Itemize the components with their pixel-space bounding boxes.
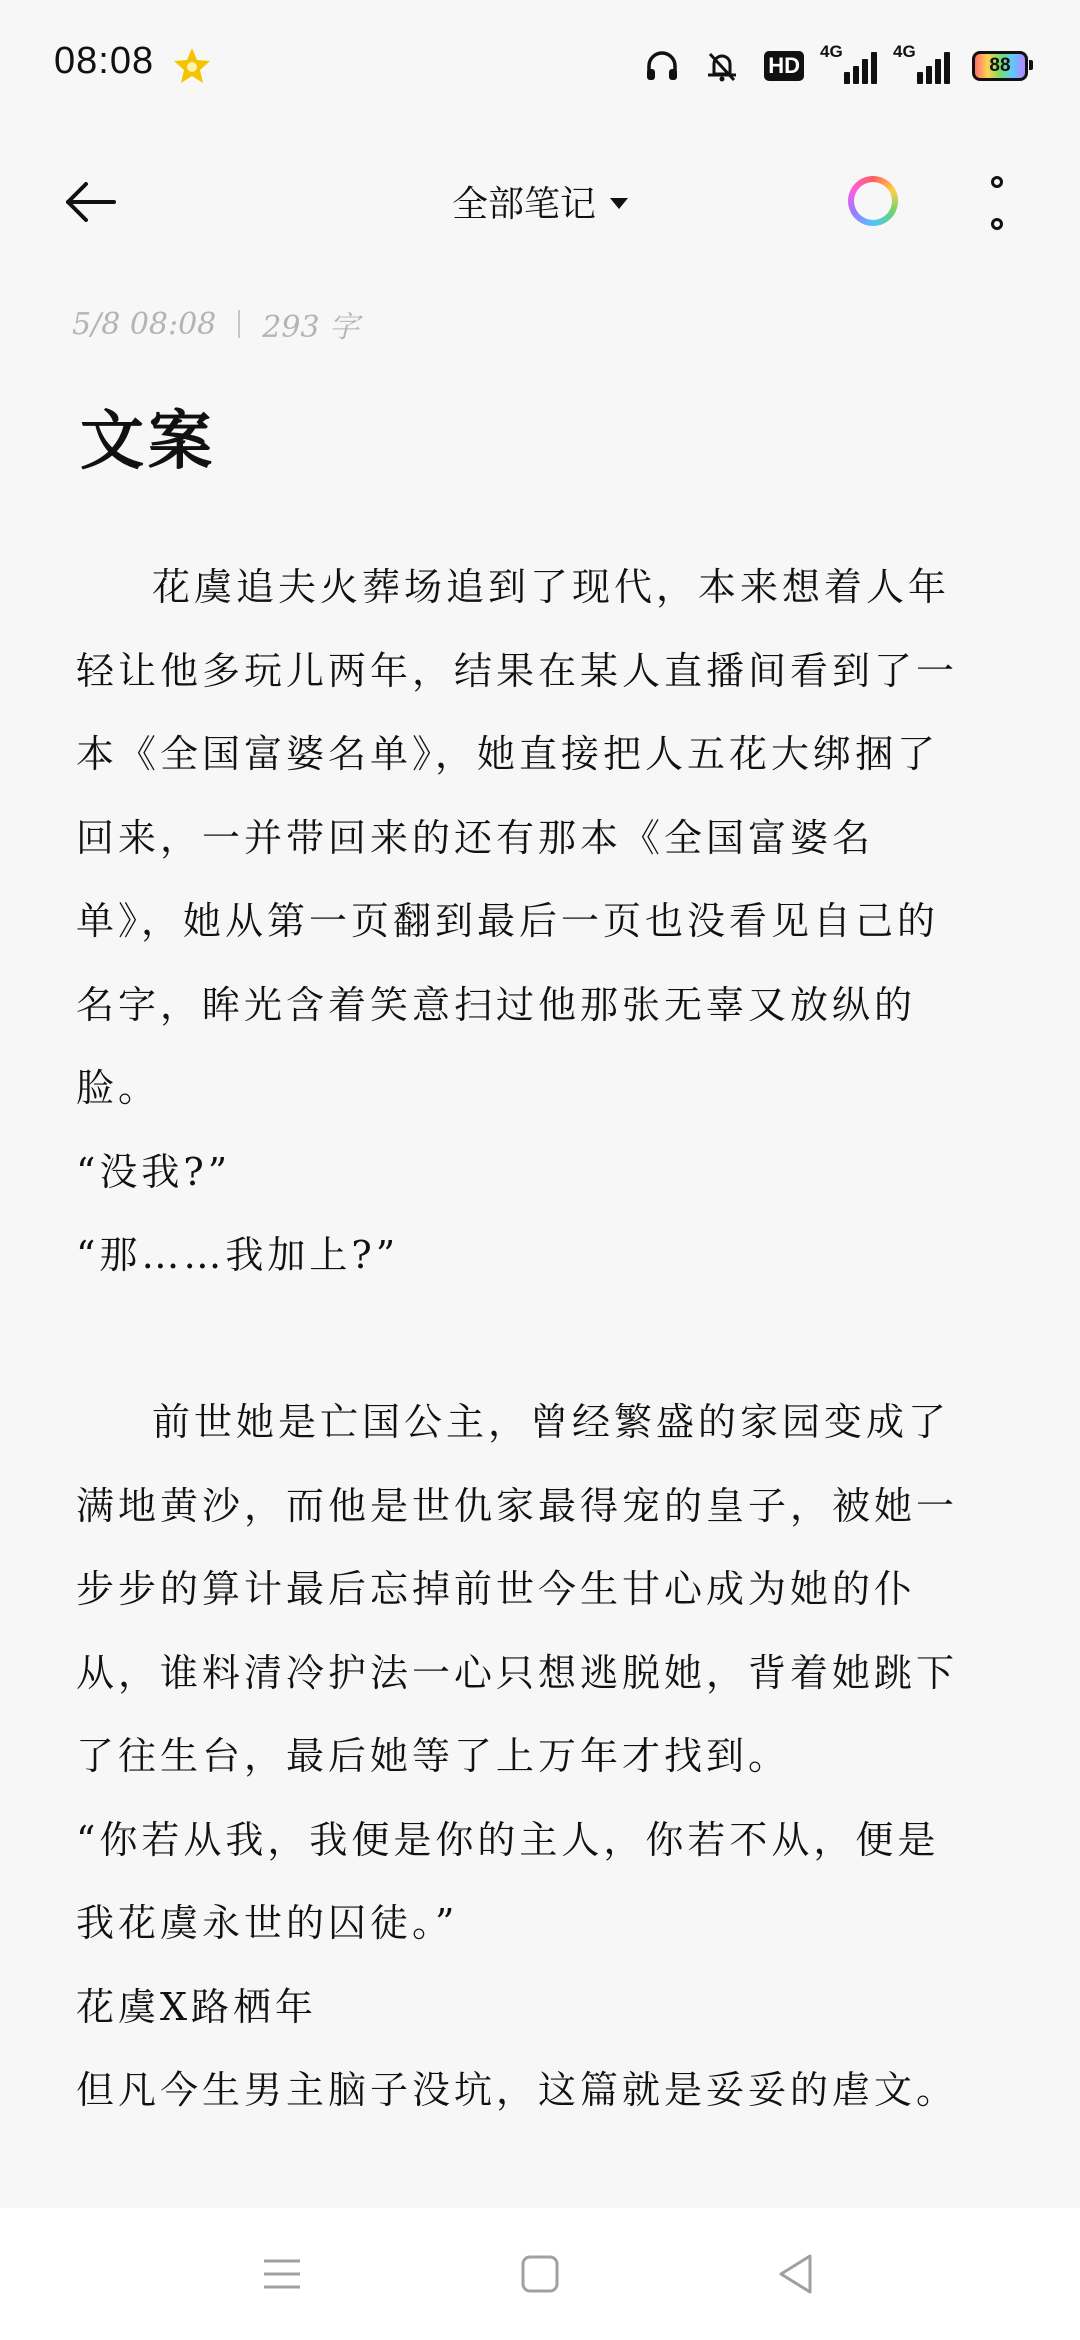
note-paragraph: “没我?” xyxy=(76,1149,232,1194)
note-paragraph: 但凡今生男主脑子没坑，这篇就是妥妥的虐文。 xyxy=(76,2068,959,2112)
note-date: 5/8 08:08 xyxy=(72,306,217,342)
battery-level: 88 xyxy=(989,55,1011,76)
battery-icon xyxy=(972,51,1028,81)
note-meta xyxy=(72,302,359,346)
note-title[interactable]: 文案 xyxy=(80,404,216,479)
menu-icon xyxy=(262,2256,302,2292)
system-nav-bar xyxy=(0,2208,1080,2340)
note-body[interactable] xyxy=(76,546,976,2133)
note-paragraph: 花虞X路栖年 xyxy=(76,1984,318,2029)
note-paragraph: 前世她是亡国公主，曾经繁盛的家园变成了满地黄沙，而他是世仇家最得宠的皇子，被她一步步的算计最后忘掉前世今生甘心成为她的仆从，谁料清冷护法一心只想逃脱她，背着她跳下了往生台，最后她等了上万年才找到。 xyxy=(76,1400,959,1778)
headphones-icon xyxy=(644,48,680,84)
divider xyxy=(238,310,240,338)
star-badge-icon xyxy=(172,46,212,86)
top-toolbar xyxy=(0,140,1080,260)
network-type-label: 4G xyxy=(820,42,843,61)
word-count: 293 字 xyxy=(262,310,360,345)
mute-bell-icon xyxy=(702,48,742,84)
back-arrow-icon[interactable] xyxy=(60,172,120,232)
note-paragraph: 花虞追夫火葬场追到了现代，本来想着人年轻让他多玩儿两年，结果在某人直播间看到了一本《全国富婆名单》，她直接把人五花大绑捆了回来，一并带回来的还有那本《全国富婆名单》，她从第一页翻到最后一页也没看见自己的名字，眸光含着笑意扫过他那张无辜又放纵的脸。 xyxy=(76,565,959,1110)
folder-selector[interactable] xyxy=(410,176,670,227)
hd-voice-badge: HD xyxy=(764,51,804,81)
status-bar xyxy=(0,0,1080,130)
more-options-icon[interactable] xyxy=(982,176,1012,230)
blank-line xyxy=(76,1298,976,1382)
chevron-down-icon xyxy=(610,198,628,209)
folder-label: 全部笔记 xyxy=(451,184,596,225)
network-type-label: 4G xyxy=(893,42,916,61)
color-palette-icon[interactable] xyxy=(848,176,898,226)
status-icons xyxy=(644,44,1028,88)
note-paragraph: “你若从我，我便是你的主人，你若不从，便是我花虞永世的囚徒。” xyxy=(76,1817,940,1945)
home-button[interactable] xyxy=(480,2208,600,2340)
note-paragraph: “那……我加上?” xyxy=(76,1233,400,1277)
signal-icon xyxy=(820,42,877,84)
signal-icon xyxy=(893,42,950,84)
back-button[interactable] xyxy=(736,2208,856,2340)
status-time: 08:08 xyxy=(54,40,155,82)
back-triangle-icon xyxy=(776,2253,816,2295)
home-square-icon xyxy=(520,2254,560,2294)
recent-apps-button[interactable] xyxy=(222,2208,342,2340)
